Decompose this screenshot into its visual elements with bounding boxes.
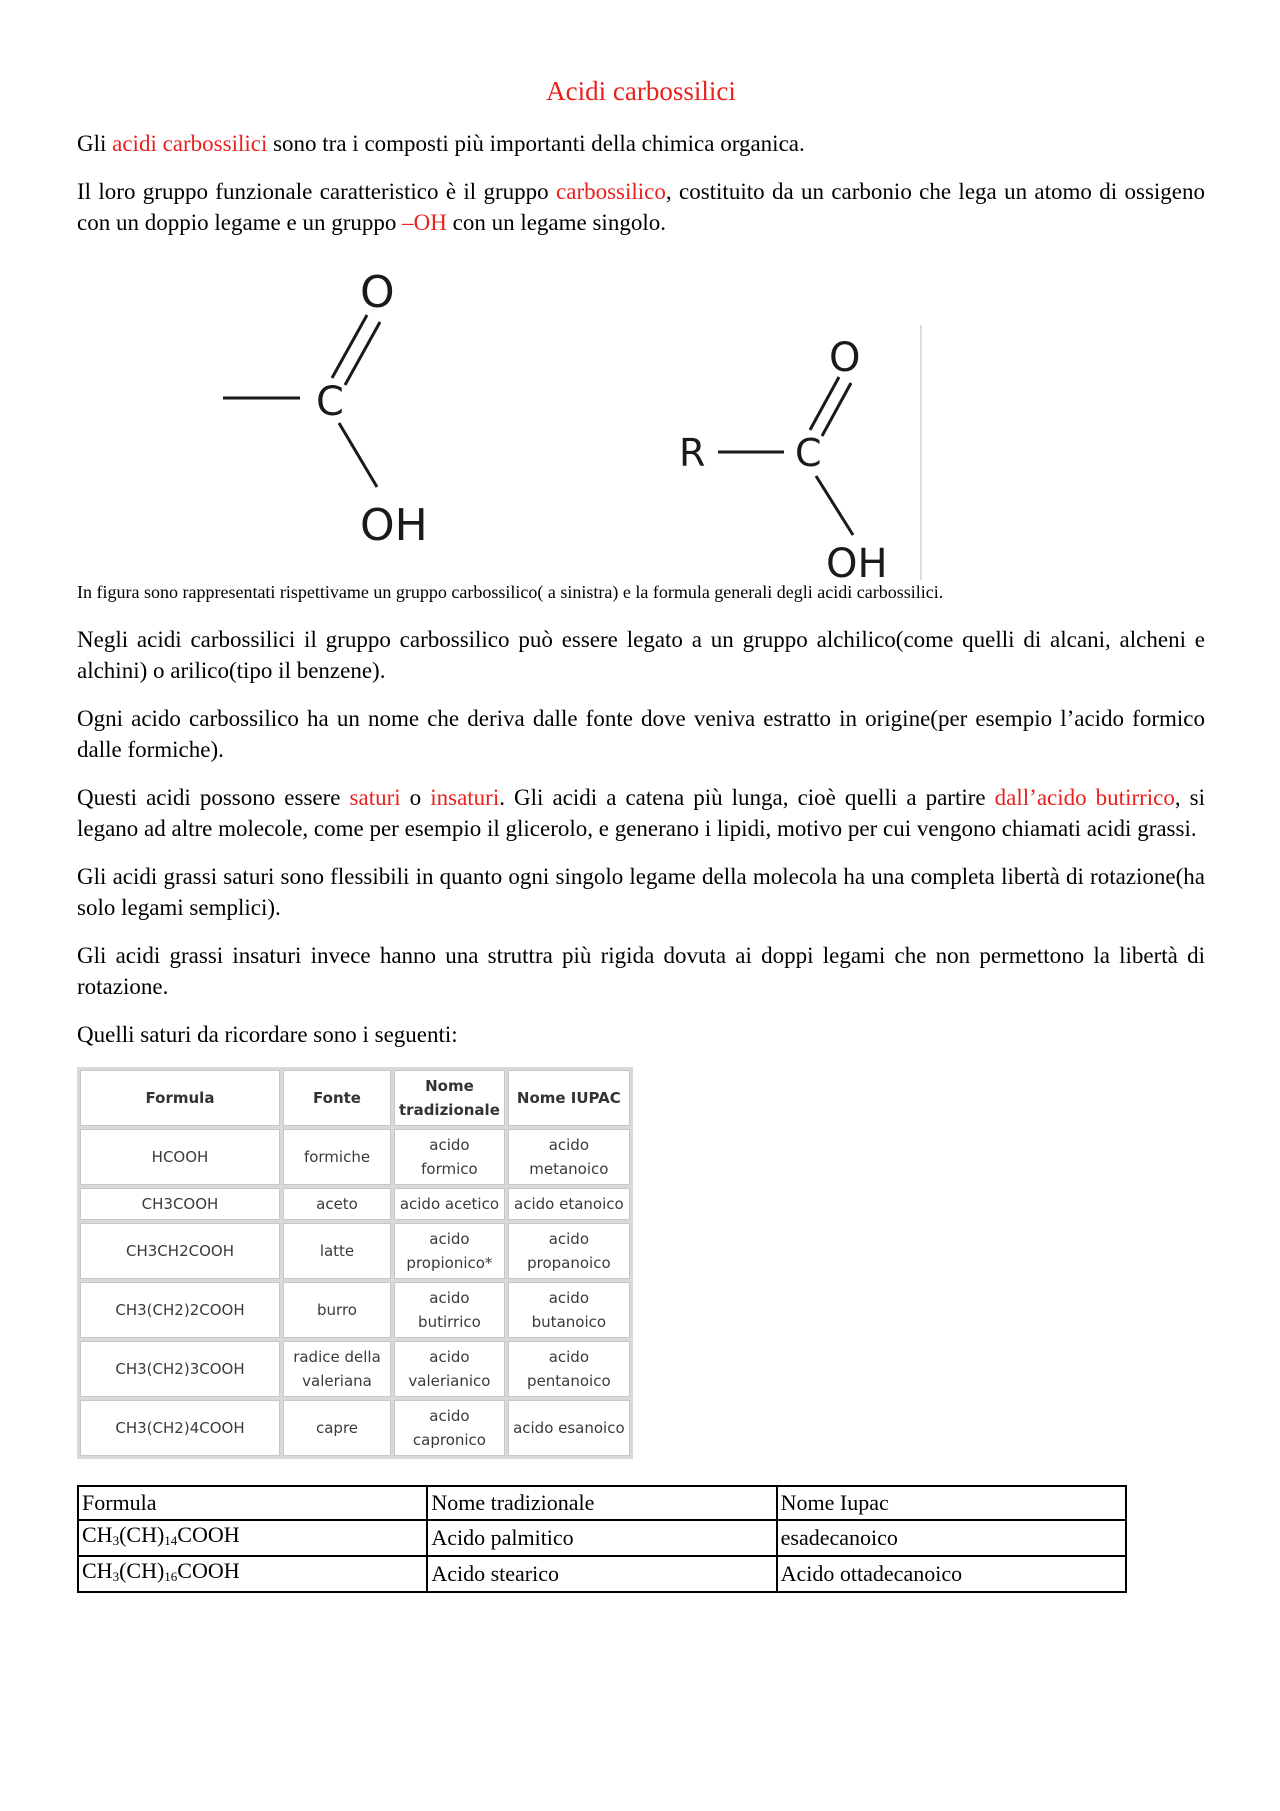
cell-fonte: latte bbox=[283, 1223, 391, 1279]
cell-fonte: formiche bbox=[283, 1129, 391, 1185]
bottom-header-nome-tradizionale: Nome tradizionale bbox=[427, 1486, 776, 1520]
left-c-label: C bbox=[316, 379, 344, 425]
cell-nome-tradizionale: acido butirrico bbox=[394, 1282, 505, 1338]
page-title: Acidi carbossilici bbox=[546, 76, 736, 106]
highlight-saturi: saturi bbox=[349, 785, 401, 810]
cell-nome-iupac: acido esanoico bbox=[508, 1400, 630, 1456]
fatty-acids-table bbox=[77, 1485, 1127, 1593]
carboxyl-structures bbox=[77, 255, 1205, 580]
right-double-bond-1 bbox=[810, 377, 839, 430]
left-double-bond-2 bbox=[345, 322, 380, 385]
paragraph-rigidi: Gli acidi grassi insaturi invece hanno una struttra più rigida dovuta ai doppi legami che non permettono la libertà di rotazione. bbox=[77, 943, 1205, 999]
right-single-bond bbox=[816, 476, 853, 535]
table-row bbox=[78, 1556, 1126, 1592]
carboxyl-figure bbox=[77, 255, 1205, 580]
bottom-cell-formula: $CH_3(CH)_{16}COOH$ bbox=[78, 1556, 427, 1592]
right-r-label: R bbox=[679, 431, 706, 475]
table-row bbox=[78, 1520, 1126, 1556]
cell-nome-iupac: acido metanoico bbox=[508, 1129, 630, 1185]
cell-fonte: burro bbox=[283, 1282, 391, 1338]
bottom-cell-formula: $CH_3(CH)_{14}COOH$ bbox=[78, 1520, 427, 1556]
header-nome-iupac: Nome IUPAC bbox=[508, 1070, 630, 1126]
highlight-insaturi: insaturi bbox=[430, 785, 500, 810]
paragraph-saturi: Questi acidi possono essere saturi o insaturi. Gli acidi a catena più lunga, cioè quelli a partire dall’acido butirrico, si legano ad altre molecole, come per esempio il glicerolo, e generano i lipidi, motivo per cui vengono chiamati acidi grassi. bbox=[77, 785, 1206, 841]
left-double-bond-1 bbox=[332, 315, 367, 378]
bottom-header-formula: Formula bbox=[78, 1486, 427, 1520]
highlight-oh: –OH bbox=[402, 210, 447, 235]
cell-fonte: radice della valeriana bbox=[283, 1341, 391, 1397]
bottom-header-nome-iupac: Nome Iupac bbox=[777, 1486, 1126, 1520]
cell-fonte: aceto bbox=[283, 1188, 391, 1220]
table-row bbox=[80, 1282, 630, 1338]
highlight-carbossilico: carbossilico bbox=[556, 179, 666, 204]
cell-nome-iupac: acido etanoico bbox=[508, 1188, 630, 1220]
paragraph-alchilico: Negli acidi carbossilici il gruppo carbossilico può essere legato a un gruppo alchilico(come quelli di alcani, alcheni e alchini) o arilico(tipo il benzene). bbox=[77, 627, 1205, 683]
header-nome-tradizionale: Nome tradizionale bbox=[394, 1070, 505, 1126]
cell-nome-iupac: acido propanoico bbox=[508, 1223, 630, 1279]
cell-nome-tradizionale: acido propionico* bbox=[394, 1223, 505, 1279]
cell-formula: CH3COOH bbox=[80, 1188, 280, 1220]
right-double-bond-2 bbox=[822, 383, 851, 436]
table-row bbox=[80, 1188, 630, 1220]
intro-paragraph: Gli acidi carbossilici sono tra i composti più importanti della chimica organica. bbox=[77, 131, 805, 156]
paragraph-flessibili: Gli acidi grassi saturi sono flessibili in quanto ogni singolo legame della molecola ha una completa libertà di rotazione(ha solo legami semplici). bbox=[77, 864, 1205, 920]
cell-nome-tradizionale: acido capronico bbox=[394, 1400, 505, 1456]
table-row bbox=[80, 1400, 630, 1456]
saturated-acids-table bbox=[77, 1067, 633, 1459]
bottom-cell-nome-tradizionale: Acido palmitico bbox=[427, 1520, 776, 1556]
right-o-label: O bbox=[829, 335, 861, 381]
cell-nome-iupac: acido butanoico bbox=[508, 1282, 630, 1338]
table-row bbox=[80, 1129, 630, 1185]
table-row bbox=[80, 1223, 630, 1279]
cell-nome-tradizionale: acido acetico bbox=[394, 1188, 505, 1220]
bottom-cell-nome-iupac: Acido ottadecanoico bbox=[777, 1556, 1126, 1592]
cell-nome-tradizionale: acido formico bbox=[394, 1129, 505, 1185]
document-page bbox=[77, 0, 1205, 1593]
group-paragraph: Il loro gruppo funzionale caratteristico è il gruppo carbossilico, costituito da un carbonio che lega un atomo di ossigeno con un doppio legame e un gruppo –OH con un legame singolo. bbox=[77, 179, 1206, 235]
header-fonte: Fonte bbox=[283, 1070, 391, 1126]
right-c-label: C bbox=[795, 431, 822, 475]
paragraph-list-intro: Quelli saturi da ricordare sono i seguenti: bbox=[77, 1022, 458, 1047]
figure-caption: In figura sono rappresentati rispettivame un gruppo carbossilico( a sinistra) e la formula generali degli acidi carbossilici. bbox=[77, 582, 944, 602]
cell-nome-iupac: acido pentanoico bbox=[508, 1341, 630, 1397]
table-header-row bbox=[80, 1070, 630, 1126]
cell-fonte: capre bbox=[283, 1400, 391, 1456]
table-row bbox=[80, 1341, 630, 1397]
cell-formula: CH3CH2COOH bbox=[80, 1223, 280, 1279]
left-o-label: O bbox=[360, 267, 395, 318]
paragraph-nome: Ogni acido carbossilico ha un nome che deriva dalle fonte dove veniva estratto in origine(per esempio l’acido formico dalle formiche). bbox=[77, 706, 1205, 762]
cell-formula: CH3(CH2)2COOH bbox=[80, 1282, 280, 1338]
bottom-table-header-row bbox=[78, 1486, 1126, 1520]
bottom-cell-nome-tradizionale: Acido stearico bbox=[427, 1556, 776, 1592]
right-oh-label: OH bbox=[826, 541, 888, 580]
header-formula: Formula bbox=[80, 1070, 280, 1126]
cell-formula: CH3(CH2)3COOH bbox=[80, 1341, 280, 1397]
cell-formula: CH3(CH2)4COOH bbox=[80, 1400, 280, 1456]
cell-formula: HCOOH bbox=[80, 1129, 280, 1185]
cell-nome-tradizionale: acido valerianico bbox=[394, 1341, 505, 1397]
left-single-bond bbox=[339, 423, 377, 487]
highlight-butirrico: dall’acido butirrico bbox=[994, 785, 1175, 810]
highlight-acidi-carbossilici: acidi carbossilici bbox=[112, 131, 268, 156]
bottom-cell-nome-iupac: esadecanoico bbox=[777, 1520, 1126, 1556]
left-oh-label: OH bbox=[360, 500, 428, 551]
